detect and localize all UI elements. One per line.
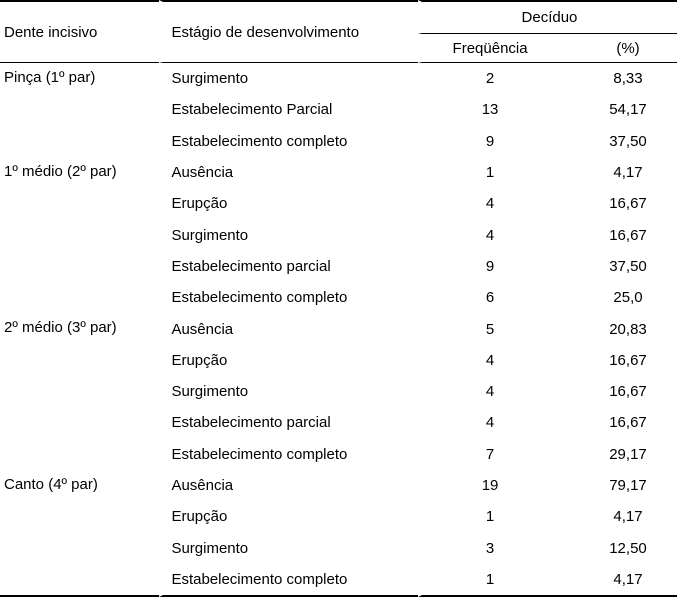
frequency-cell: 1 [418, 564, 558, 597]
percent-value: 16,67 [609, 383, 647, 401]
stage-cell: Surgimento [159, 63, 417, 94]
table-row [0, 313, 677, 344]
frequency-cell: 9 [418, 251, 558, 282]
table-header [0, 0, 677, 63]
frequency-cell: 9 [418, 126, 558, 157]
frequency-cell: 2 [418, 63, 558, 94]
header-row-1 [0, 0, 677, 34]
percent-cell [558, 376, 677, 407]
percent-value: 54,17 [609, 101, 647, 119]
percent-value: 79,17 [609, 477, 647, 494]
percent-value: 16,67 [609, 351, 647, 369]
stage-cell: Erupção [159, 188, 417, 219]
percent-cell [558, 501, 677, 532]
percent-value: 20,83 [609, 320, 647, 338]
header-pct [558, 34, 677, 63]
percent-value: 12,50 [609, 539, 647, 557]
header-freq: Freqüência [418, 34, 558, 63]
stage-cell: Estabelecimento completo [159, 126, 417, 157]
stage-cell: Erupção [159, 501, 417, 532]
percent-cell [558, 313, 677, 344]
table-row [0, 63, 677, 94]
frequency-cell: 13 [418, 94, 558, 125]
percent-cell [558, 564, 677, 597]
stage-cell: Estabelecimento completo [159, 564, 417, 597]
frequency-cell: 4 [418, 376, 558, 407]
frequency-cell: 7 [418, 439, 558, 470]
percent-value: 25,0 [613, 289, 643, 307]
percent-value: 16,67 [609, 195, 647, 213]
percent-cell [558, 532, 677, 563]
percent-value: 8,33 [613, 70, 643, 88]
tooth-cell: 1º médio (2º par) [4, 162, 117, 180]
percent-cell [558, 470, 677, 501]
percent-cell [558, 63, 677, 94]
frequency-cell: 3 [418, 532, 558, 563]
tooth-cell: Canto (4º par) [0, 470, 159, 597]
tooth-cell: Pinça (1º par) [4, 69, 96, 86]
percent-value: 37,50 [609, 132, 647, 150]
frequency-cell: 1 [418, 501, 558, 532]
frequency-cell: 4 [418, 407, 558, 438]
stage-cell: Surgimento [159, 219, 417, 250]
table-body [0, 63, 677, 597]
percent-cell [558, 219, 677, 250]
stage-cell: Estabelecimento parcial [159, 407, 417, 438]
frequency-cell: 6 [418, 282, 558, 313]
percent-cell [558, 188, 677, 219]
stage-cell: Ausência [159, 157, 417, 188]
percent-value: 4,17 [613, 164, 643, 182]
header-group: Decíduo [418, 0, 677, 34]
percent-value: 37,50 [609, 257, 647, 275]
percent-cell [558, 282, 677, 313]
stage-cell: Estabelecimento completo [159, 439, 417, 470]
header-tooth: Dente incisivo [0, 0, 159, 63]
frequency-cell: 5 [418, 313, 558, 344]
percent-value: 4,17 [613, 570, 643, 588]
header-stage: Estágio de desenvolvimento [159, 0, 417, 63]
stage-cell: Erupção [159, 345, 417, 376]
percent-cell [558, 94, 677, 125]
percent-value: 16,67 [609, 414, 647, 432]
stage-cell: Surgimento [159, 376, 417, 407]
stage-cell: Estabelecimento parcial [159, 251, 417, 282]
percent-cell [558, 407, 677, 438]
percent-cell [558, 126, 677, 157]
table-row [0, 470, 677, 501]
percent-cell [558, 345, 677, 376]
stage-cell: Ausência [159, 313, 417, 344]
stage-cell: Ausência [159, 470, 417, 501]
percent-cell [558, 251, 677, 282]
percent-cell [558, 157, 677, 188]
frequency-cell: 4 [418, 219, 558, 250]
stage-cell: Surgimento [159, 532, 417, 563]
frequency-cell: 4 [418, 188, 558, 219]
tooth-cell: 2º médio (3º par) [4, 319, 117, 337]
stage-cell: Estabelecimento Parcial [159, 94, 417, 125]
percent-cell [558, 439, 677, 470]
stage-cell: Estabelecimento completo [159, 282, 417, 313]
percent-value: 16,67 [609, 226, 647, 244]
table-row [0, 157, 677, 188]
frequency-cell: 4 [418, 345, 558, 376]
frequency-cell: 19 [418, 470, 558, 501]
frequency-cell: 1 [418, 157, 558, 188]
percent-value: 29,17 [609, 445, 647, 463]
header-pct-label: (%) [616, 39, 640, 57]
percent-value: 4,17 [613, 508, 643, 526]
